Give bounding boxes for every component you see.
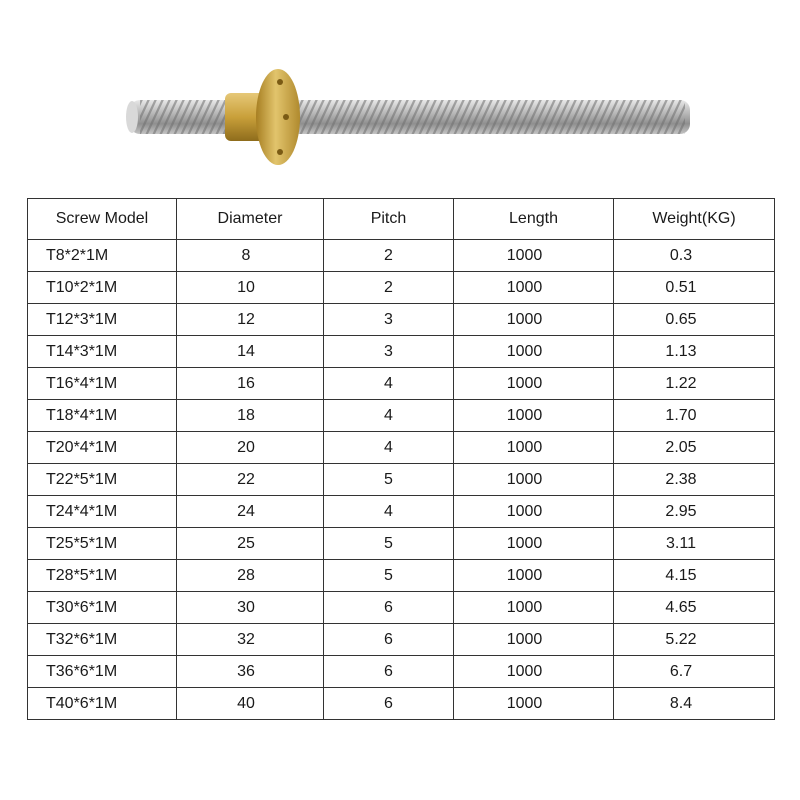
cell-length: 1000 [454, 336, 614, 368]
cell-weight: 1.22 [614, 368, 775, 400]
cell-diameter: 16 [177, 368, 324, 400]
cell-length: 1000 [454, 560, 614, 592]
cell-pitch: 3 [324, 336, 454, 368]
table-row [28, 656, 775, 688]
cell-length: 1000 [454, 368, 614, 400]
cell-pitch: 4 [324, 432, 454, 464]
table-row [28, 304, 775, 336]
cell-model: T8*2*1M [28, 240, 177, 272]
header-pitch: Pitch [324, 199, 454, 240]
cell-diameter: 12 [177, 304, 324, 336]
cell-diameter: 8 [177, 240, 324, 272]
table-row [28, 336, 775, 368]
cell-diameter: 20 [177, 432, 324, 464]
cell-pitch: 6 [324, 624, 454, 656]
cell-weight: 4.65 [614, 592, 775, 624]
cell-model: T36*6*1M [28, 656, 177, 688]
cell-model: T10*2*1M [28, 272, 177, 304]
table-row [28, 272, 775, 304]
table-row [28, 560, 775, 592]
cell-pitch: 5 [324, 464, 454, 496]
cell-weight: 3.11 [614, 528, 775, 560]
table-row [28, 432, 775, 464]
table-row [28, 528, 775, 560]
table-row [28, 496, 775, 528]
cell-diameter: 14 [177, 336, 324, 368]
cell-pitch: 6 [324, 688, 454, 720]
cell-model: T14*3*1M [28, 336, 177, 368]
cell-model: T25*5*1M [28, 528, 177, 560]
flange-hole-icon [277, 149, 283, 155]
cell-length: 1000 [454, 464, 614, 496]
cell-pitch: 2 [324, 272, 454, 304]
table-row [28, 464, 775, 496]
cell-diameter: 25 [177, 528, 324, 560]
cell-weight: 2.38 [614, 464, 775, 496]
table-row [28, 400, 775, 432]
cell-length: 1000 [454, 304, 614, 336]
header-length: Length [454, 199, 614, 240]
cell-diameter: 18 [177, 400, 324, 432]
cell-diameter: 32 [177, 624, 324, 656]
cell-model: T24*4*1M [28, 496, 177, 528]
cell-length: 1000 [454, 592, 614, 624]
cell-pitch: 4 [324, 496, 454, 528]
cell-model: T40*6*1M [28, 688, 177, 720]
cell-diameter: 28 [177, 560, 324, 592]
cell-diameter: 40 [177, 688, 324, 720]
spec-table [27, 198, 775, 720]
cell-pitch: 4 [324, 400, 454, 432]
table-row [28, 240, 775, 272]
cell-pitch: 6 [324, 656, 454, 688]
table-row [28, 688, 775, 720]
rod-end [126, 101, 138, 133]
cell-weight: 4.15 [614, 560, 775, 592]
cell-weight: 0.51 [614, 272, 775, 304]
cell-weight: 0.3 [614, 240, 775, 272]
table-row [28, 368, 775, 400]
cell-weight: 1.70 [614, 400, 775, 432]
cell-model: T22*5*1M [28, 464, 177, 496]
table-row [28, 624, 775, 656]
cell-length: 1000 [454, 496, 614, 528]
cell-weight: 5.22 [614, 624, 775, 656]
cell-weight: 2.95 [614, 496, 775, 528]
header-diameter: Diameter [177, 199, 324, 240]
cell-diameter: 36 [177, 656, 324, 688]
cell-pitch: 3 [324, 304, 454, 336]
flange-hole-icon [277, 79, 283, 85]
cell-weight: 6.7 [614, 656, 775, 688]
cell-model: T12*3*1M [28, 304, 177, 336]
cell-weight: 2.05 [614, 432, 775, 464]
cell-length: 1000 [454, 240, 614, 272]
cell-pitch: 5 [324, 528, 454, 560]
cell-pitch: 5 [324, 560, 454, 592]
screw-threads [140, 100, 685, 134]
cell-length: 1000 [454, 528, 614, 560]
header-screw-model: Screw Model [28, 199, 177, 240]
cell-pitch: 6 [324, 592, 454, 624]
cell-length: 1000 [454, 688, 614, 720]
cell-length: 1000 [454, 400, 614, 432]
cell-weight: 1.13 [614, 336, 775, 368]
cell-diameter: 24 [177, 496, 324, 528]
cell-pitch: 4 [324, 368, 454, 400]
cell-model: T16*4*1M [28, 368, 177, 400]
cell-model: T28*5*1M [28, 560, 177, 592]
cell-pitch: 2 [324, 240, 454, 272]
cell-model: T18*4*1M [28, 400, 177, 432]
flange-hole-icon [283, 114, 289, 120]
cell-length: 1000 [454, 272, 614, 304]
cell-model: T32*6*1M [28, 624, 177, 656]
cell-length: 1000 [454, 656, 614, 688]
cell-diameter: 22 [177, 464, 324, 496]
cell-length: 1000 [454, 432, 614, 464]
table-header-row [28, 199, 775, 240]
table-row [28, 592, 775, 624]
cell-model: T20*4*1M [28, 432, 177, 464]
cell-length: 1000 [454, 624, 614, 656]
cell-model: T30*6*1M [28, 592, 177, 624]
cell-diameter: 30 [177, 592, 324, 624]
header-weight: Weight(KG) [614, 199, 775, 240]
lead-screw-image [110, 60, 710, 180]
cell-weight: 8.4 [614, 688, 775, 720]
cell-weight: 0.65 [614, 304, 775, 336]
cell-diameter: 10 [177, 272, 324, 304]
